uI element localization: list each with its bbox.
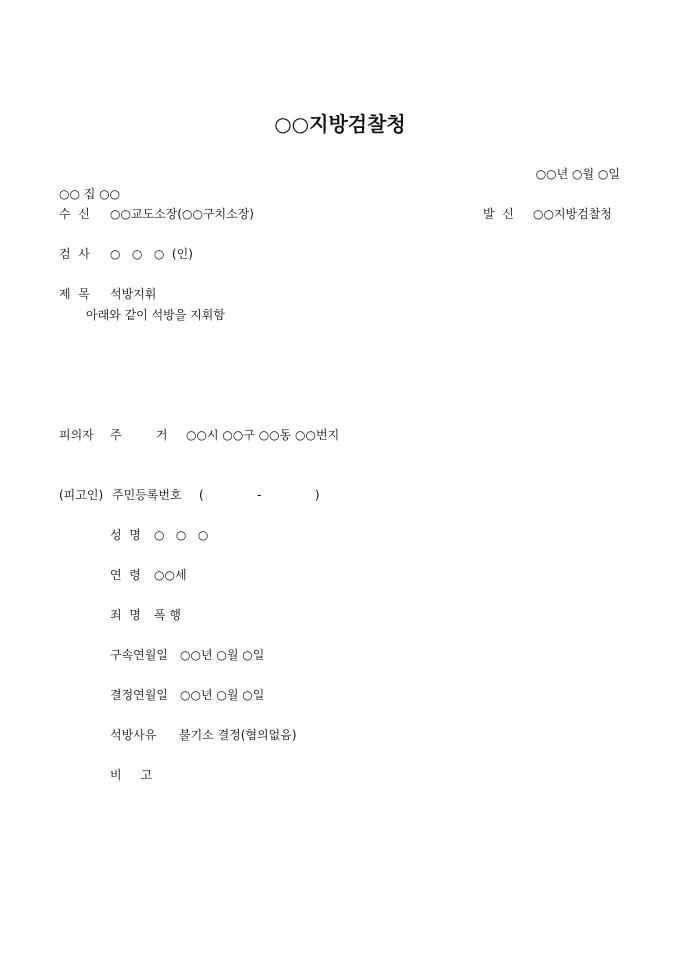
document-title: ○○지방검찰청 <box>274 112 406 136</box>
field-label: 석방사유 <box>110 728 157 742</box>
address-label: 주 거 <box>110 428 168 442</box>
rrn-value: ( - ) <box>199 488 320 502</box>
subject-label: 제 목 <box>59 287 90 301</box>
subject-body: 아래와 같이 석방을 지휘함 <box>86 308 225 322</box>
sender-value: ○○지방검찰청 <box>533 207 612 221</box>
field-value: ○○년 ○월 ○일 <box>180 688 265 702</box>
document-date: ○○년 ○월 ○일 <box>535 167 620 181</box>
field-label: 연 령 <box>110 568 141 582</box>
field-label: 결정연월일 <box>110 688 168 702</box>
field-label: 성 명 <box>110 528 141 542</box>
sender-label: 발 신 <box>483 207 514 221</box>
prosecutor-value: ○ ○ ○ (인) <box>110 247 193 261</box>
address-value: ○○시 ○○구 ○○동 ○○번지 <box>186 428 340 442</box>
field-label: 비 고 <box>110 768 153 782</box>
prosecutor-label: 검 사 <box>59 247 90 261</box>
subject-value: 석방지휘 <box>110 287 157 301</box>
suspect-label: 피의자 <box>59 428 94 442</box>
recipient-value: ○○교도소장(○○구치소장) <box>110 207 254 221</box>
field-value: ○ ○ ○ <box>154 528 209 542</box>
field-value: 폭 행 <box>154 608 181 622</box>
field-label: 구속연월일 <box>110 648 168 662</box>
recipient-label: 수 신 <box>59 207 90 221</box>
field-value: 불기소 결정(혐의없음) <box>179 728 297 742</box>
document-number: ○○ 집 ○○ <box>59 187 121 201</box>
defendant-label: (피고인) <box>59 488 104 502</box>
rrn-label: 주민등록번호 <box>112 488 182 502</box>
field-label: 죄 명 <box>110 608 141 622</box>
field-value: ○○년 ○월 ○일 <box>180 648 265 662</box>
field-value: ○○세 <box>154 568 187 582</box>
